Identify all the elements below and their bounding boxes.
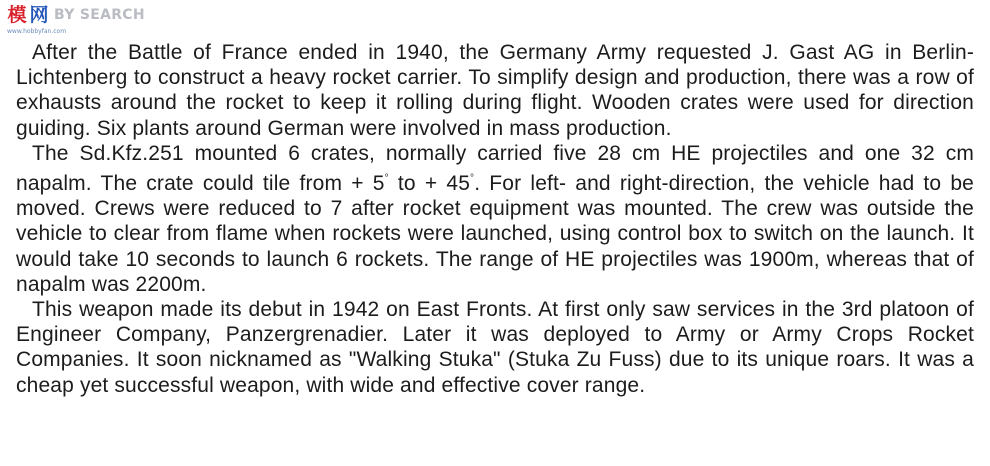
degree-mark: ° [384, 173, 389, 185]
paragraph-2-part-3: . For left- and right-direction, the vehicle had to be moved. Crews were reduced to 7 after rocket equipment was mounted. The crew was outside the vehicle to clear from flame when rockets were launched, using control box to switch on the launch. It would take 10 seconds to launch 6 rockets. The range of HE projectiles was 1900m, whereas that of napalm was 2200m. [16, 172, 974, 296]
watermark-logo-char-1: 模 [7, 4, 27, 26]
site-watermark [6, 4, 166, 40]
article-body [16, 40, 974, 398]
paragraph-2-part-2: to + 45 [388, 172, 471, 196]
paragraph-battle-of-france: After the Battle of France ended in 1940, the Germany Army requested J. Gast AG in Berlin-Lichtenberg to construct a heavy rocket carrier. To simplify design and production, there was a row of exhausts around the rocket to keep it rolling during flight. Wooden crates were used for direction guiding. Six plants around German were involved in mass production. [16, 41, 974, 140]
watermark-logo [6, 4, 50, 26]
degree-mark: ° [470, 173, 475, 185]
paragraph-2-part-1: The Sd.Kfz.251 mounted 6 crates, normally carried five 28 cm HE projectiles and one 32 cm napalm. The crate could tile from + 5 [16, 141, 974, 196]
paragraph-debut-1942: This weapon made its debut in 1942 on East Fronts. At first only saw services in the 3rd platoon of Engineer Company, Panzergrenadier. Later it was deployed to Army or Army Crops Rocket Companies. It soon nicknamed as "Walking Stuka" (Stuka Zu Fuss) due to its unique roars. It was a cheap yet successful weapon, with wide and effective cover range. [16, 298, 974, 397]
watermark-logo-char-2: 网 [29, 4, 49, 26]
watermark-url: www.hobbyfan.com [7, 28, 67, 35]
paragraph-sdkfz-251 [16, 141, 974, 297]
watermark-brand-text: BY SEARCH [54, 7, 145, 23]
